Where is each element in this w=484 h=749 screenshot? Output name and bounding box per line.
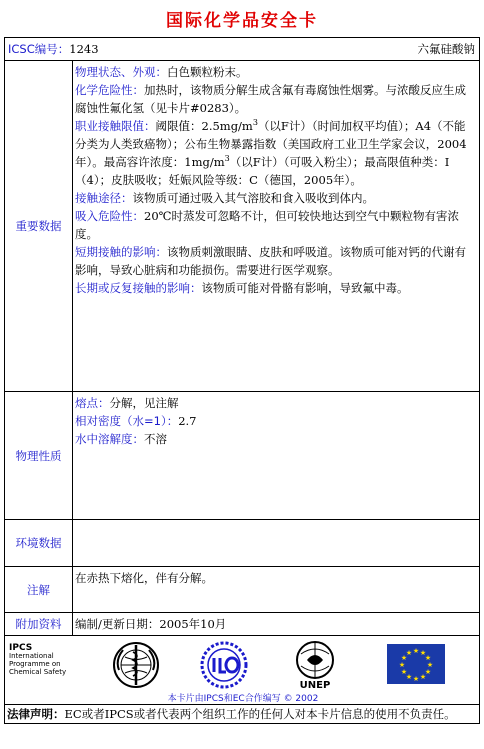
ipcs-line-1: International: [9, 652, 54, 660]
physical-properties-content: [73, 392, 480, 520]
header-row: [5, 38, 480, 61]
icsc-number: [5, 40, 99, 58]
ipcs-abbr: IPCS: [9, 643, 33, 653]
card-title: 国际化学品安全卡: [166, 11, 318, 31]
svg-text:★: ★: [405, 673, 413, 681]
svg-text:★: ★: [400, 668, 408, 676]
ipcs-line-2: Programme on: [9, 660, 61, 668]
melting-point-key: 熔点：: [75, 396, 110, 410]
svg-text:★: ★: [426, 661, 434, 669]
svg-text:★: ★: [419, 649, 427, 657]
inhalation-key: 吸入危险性：: [75, 209, 144, 223]
inhalation-value: 20℃时蒸发可忽略不计，但可较快地达到空气中颗粒物有害浓度。: [75, 209, 459, 241]
long-term-value: 该物质可能对骨骼有影响，导致氟中毒。: [201, 281, 409, 295]
additional-info-label: 附加资料: [5, 613, 73, 636]
svg-text:★: ★: [398, 661, 406, 669]
oel-value-1: 阈限值：2.5mg/m: [155, 119, 253, 133]
state-key: 物理状态、外观：: [75, 65, 167, 79]
made-by-caption: 本卡片由IPCS和EC合作编写 © 2002: [167, 694, 319, 704]
svg-text:★: ★: [405, 649, 413, 657]
relative-density-value: 2.7: [178, 414, 197, 428]
important-data-label: 重要数据: [5, 61, 73, 392]
important-data-row: [5, 61, 480, 392]
svg-text:★: ★: [424, 654, 432, 662]
svg-text:★: ★: [412, 675, 420, 683]
svg-text:★: ★: [412, 647, 420, 655]
icsc-label: ICSC编号：: [8, 42, 70, 56]
svg-text:★: ★: [400, 654, 408, 662]
environment-content: [73, 520, 480, 567]
notes-content: 在赤热下熔化，伴有分解。: [73, 567, 480, 613]
oel-value-2: （以F计）（时间加权平均值）；A4（不能分类为人类致癌物）；公布生物暴露指数（美国政府工业卫生学家会议，2004年）。最高容许浓度：1mg/m: [75, 119, 467, 169]
legal-notice-text: EC或者IPCS或者代表两个组织工作的任何人对本卡片信息的使用不负责任。: [64, 707, 456, 721]
solubility-key: 水中溶解度：: [75, 432, 144, 446]
additional-info-content: 编制/更新日期：2005年10月: [73, 613, 480, 636]
chem-hazard-key: 化学危险性：: [75, 83, 144, 97]
logos-row: [5, 636, 480, 705]
ipcs-logo: [9, 644, 66, 676]
oel-sup-1: 3: [252, 118, 258, 128]
who-emblem-icon: [111, 640, 161, 690]
additional-info-row: [5, 613, 480, 636]
oel-value-3: （以F计）（可吸入粉尘）；最高限值种类：I（4）；皮肤吸收；妊娠风险等级：C（德国，2005年）。: [75, 155, 450, 187]
physical-properties-row: [5, 392, 480, 520]
ilo-emblem-icon: [199, 640, 249, 690]
legal-notice-key: 法律声明：: [7, 707, 65, 721]
card-table: [4, 37, 480, 724]
melting-point-value: 分解，见注解: [109, 396, 179, 410]
route-key: 接触途径：: [75, 191, 133, 205]
svg-text:★: ★: [424, 668, 432, 676]
notes-row: [5, 567, 480, 613]
state-value: 白色颗粒粉末。: [167, 65, 248, 79]
legal-notice-row: [5, 705, 480, 724]
eu-flag-icon: [387, 644, 445, 684]
ipcs-line-3: Chemical Safety: [9, 668, 67, 676]
chemical-name: 六氟硅酸钠: [417, 42, 475, 56]
oel-sup-2: 3: [224, 154, 230, 164]
svg-text:★: ★: [419, 673, 427, 681]
oel-key: 职业接触限值：: [75, 119, 156, 133]
chem-hazard-value: 加热时，该物质分解生成含氟有毒腐蚀性烟雾。与浓酸反应生成腐蚀性氟化氢（见卡片#0283）。: [75, 83, 466, 115]
physical-properties-label: 物理性质: [5, 392, 73, 520]
long-term-key: 长期或反复接触的影响：: [75, 281, 202, 295]
short-term-value: 该物质刺激眼睛、皮肤和呼吸道。该物质可能对钙的代谢有影响，导致心脏病和功能损伤。需要进行医学观察。: [75, 245, 466, 277]
notes-label: 注解: [5, 567, 73, 613]
short-term-key: 短期接触的影响：: [75, 245, 167, 259]
logos-area: [5, 636, 479, 704]
solubility-value: 不溶: [144, 432, 167, 446]
environment-label: 环境数据: [5, 520, 73, 567]
route-value: 该物质可通过吸入其气溶胶和食入吸收到体内。: [132, 191, 374, 205]
relative-density-key: 相对密度（水=1）：: [75, 414, 179, 428]
unep-text: UNEP: [299, 680, 331, 691]
environment-row: [5, 520, 480, 567]
icsc-value: 1243: [69, 42, 99, 56]
important-data-content: [73, 61, 480, 392]
